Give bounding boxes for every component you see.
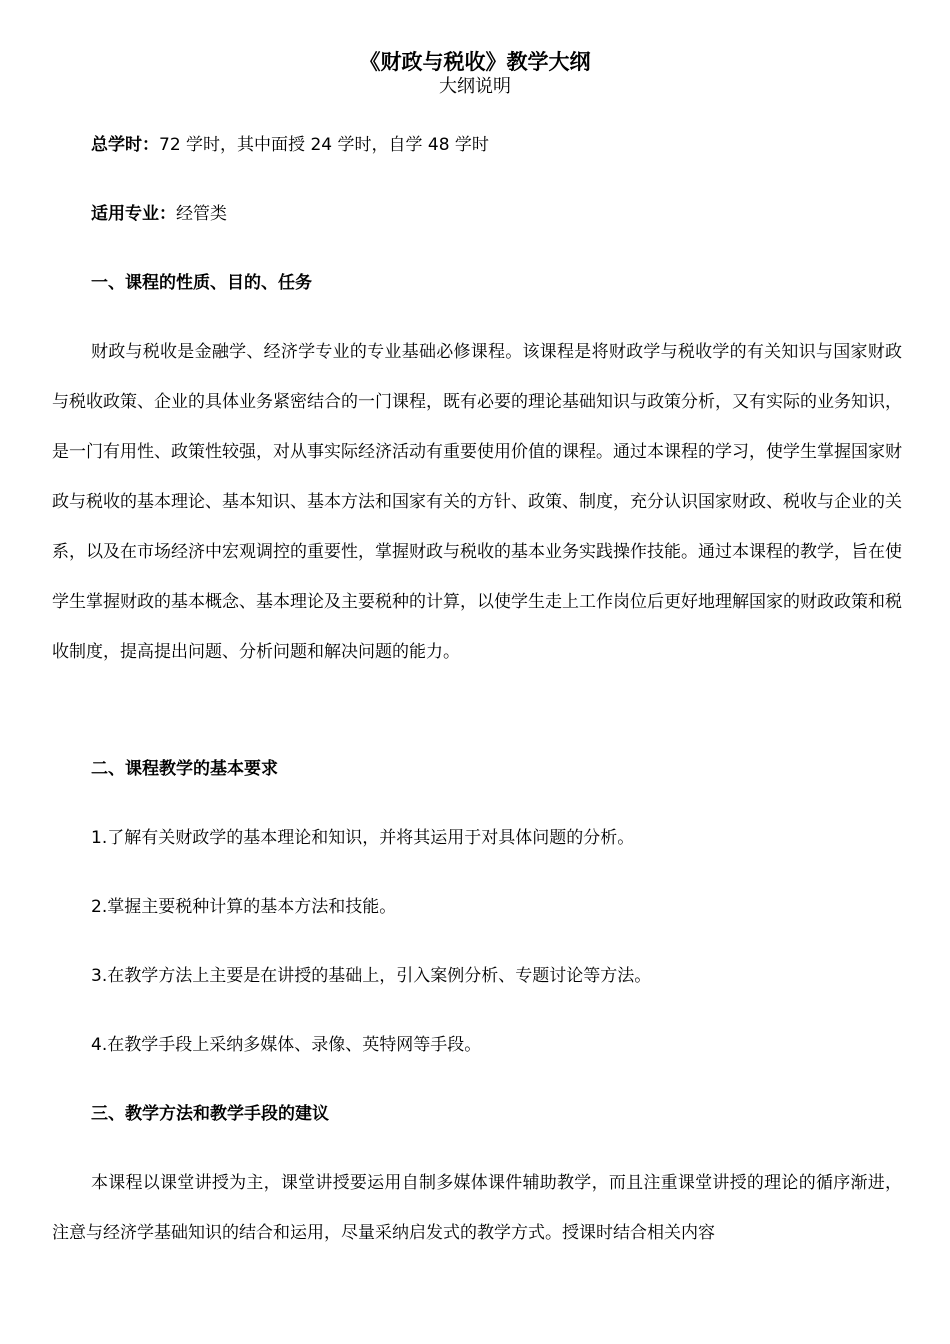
document-subtitle: 大纲说明 bbox=[439, 76, 511, 97]
applicable-major-label: 适用专业： bbox=[91, 204, 176, 224]
total-hours-value: 72 学时，其中面授 24 学时，自学 48 学时 bbox=[159, 135, 489, 155]
section-1-heading: 一、课程的性质、目的、任务 bbox=[91, 273, 312, 293]
section-3-paragraph: 本课程以课堂讲授为主，课堂讲授要运用自制多媒体课件辅助教学，而且注重课堂讲授的理论的循序渐进，注意与经济学基础知识的结合和运用，尽量采纳启发式的教学方式。授课时结合相关内容 bbox=[52, 1173, 902, 1243]
requirement-item: 3.在教学方法上主要是在讲授的基础上，引入案例分析、专题讨论等方法。 bbox=[91, 966, 652, 986]
section-2-heading: 二、课程教学的基本要求 bbox=[91, 759, 278, 779]
total-hours-line bbox=[91, 133, 489, 157]
section-3-heading: 三、教学方法和教学手段的建议 bbox=[91, 1104, 329, 1124]
applicable-major-line bbox=[91, 202, 227, 226]
section-1-paragraph: 财政与税收是金融学、经济学专业的专业基础必修课程。该课程是将财政学与税收学的有关知识与国家财政与税收政策、企业的具体业务紧密结合的一门课程，既有必要的理论基础知识与政策分析，又有实际的业务知识，是一门有用性、政策性较强，对从事实际经济活动有重要使用价值的课程。通过本课程的学习，使学生掌握国家财政与税收的基本理论、基本知识、基本方法和国家有关的方针、政策、制度，充分认识国家财政、税收与企业的关系，以及在市场经济中宏观调控的重要性，掌握财政与税收的基本业务实践操作技能。通过本课程的教学，旨在使学生掌握财政的基本概念、基本理论及主要税种的计算，以使学生走上工作岗位后更好地理解国家的财政政策和税收制度，提高提出问题、分析问题和解决问题的能力。 bbox=[52, 342, 902, 662]
document-title: 《财政与税收》教学大纲 bbox=[359, 50, 591, 74]
requirement-item: 2.掌握主要税种计算的基本方法和技能。 bbox=[91, 897, 397, 917]
requirement-item: 4.在教学手段上采纳多媒体、录像、英特网等手段。 bbox=[91, 1035, 482, 1055]
applicable-major-value: 经管类 bbox=[176, 204, 227, 224]
requirement-item: 1.了解有关财政学的基本理论和知识，并将其运用于对具体问题的分析。 bbox=[91, 828, 635, 848]
total-hours-label: 总学时： bbox=[91, 135, 159, 155]
